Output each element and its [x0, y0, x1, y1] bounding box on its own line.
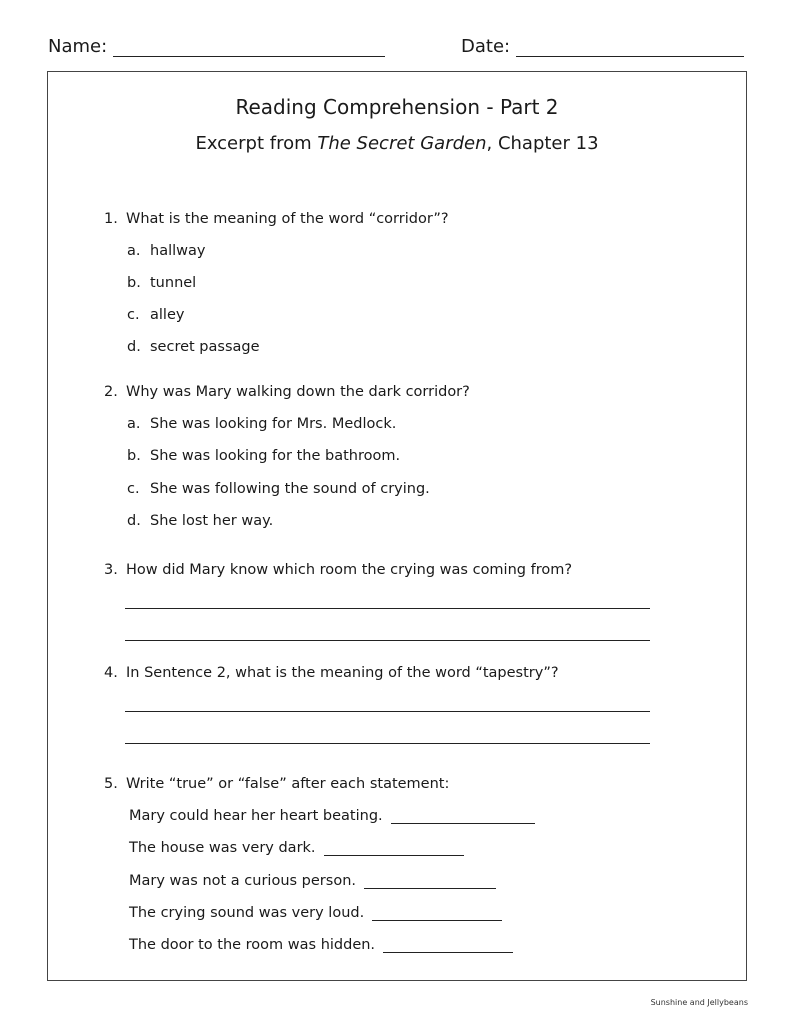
question-number: 3.: [104, 562, 118, 578]
option-text: tunnel: [150, 275, 197, 291]
question-text: What is the meaning of the word “corridor”?: [126, 211, 449, 227]
date-label: Date:: [461, 36, 511, 57]
question-number: 1.: [104, 211, 118, 227]
true-false-statement-4: [129, 905, 502, 921]
statement-text: The door to the room was hidden.: [129, 937, 376, 953]
worksheet-title: Reading Comprehension - Part 2: [235, 95, 559, 119]
option-2b[interactable]: [127, 448, 400, 464]
footer-credit: Sunshine and Jellybeans: [650, 998, 748, 1007]
option-letter: a.: [127, 243, 141, 259]
statement-text: Mary was not a curious person.: [129, 873, 356, 889]
subtitle-suffix: , Chapter 13: [486, 133, 599, 154]
name-label: Name:: [48, 36, 108, 57]
question-text: In Sentence 2, what is the meaning of the word “tapestry”?: [126, 665, 559, 681]
option-letter: c.: [127, 307, 140, 323]
option-2a[interactable]: [127, 416, 396, 432]
option-text: She was looking for the bathroom.: [150, 448, 401, 464]
option-text: She was following the sound of crying.: [150, 481, 430, 497]
option-text: alley: [150, 307, 185, 323]
question-text: Why was Mary walking down the dark corridor?: [126, 384, 470, 400]
name-blank-line[interactable]: [113, 38, 385, 57]
option-2d[interactable]: [127, 513, 273, 529]
question-4: [104, 665, 559, 681]
question-number: 2.: [104, 384, 118, 400]
statement-text: The house was very dark.: [129, 840, 316, 856]
true-false-statement-3: [129, 873, 496, 889]
option-2c[interactable]: [127, 481, 430, 497]
option-letter: b.: [127, 275, 141, 291]
name-field[interactable]: [48, 36, 385, 57]
true-false-statement-2: [129, 840, 464, 856]
true-false-blank[interactable]: [383, 938, 513, 953]
answer-line-3b[interactable]: [125, 640, 650, 641]
option-letter: d.: [127, 513, 141, 529]
question-5: [104, 776, 449, 792]
true-false-blank[interactable]: [372, 906, 502, 921]
answer-line-4a[interactable]: [125, 711, 650, 712]
option-letter: d.: [127, 339, 141, 355]
date-blank-line[interactable]: [516, 38, 744, 57]
true-false-blank[interactable]: [324, 841, 464, 856]
question-2: [104, 384, 470, 400]
question-1: [104, 211, 449, 227]
true-false-blank[interactable]: [391, 809, 535, 824]
question-number: 5.: [104, 776, 118, 792]
question-number: 4.: [104, 665, 118, 681]
worksheet-subtitle: [0, 133, 794, 154]
option-1c[interactable]: [127, 307, 184, 323]
true-false-blank[interactable]: [364, 874, 496, 889]
subtitle-prefix: Excerpt from: [195, 133, 318, 154]
statement-text: The crying sound was very loud.: [129, 905, 365, 921]
date-field[interactable]: [461, 36, 744, 57]
book-title: The Secret Garden: [317, 133, 487, 154]
option-text: hallway: [150, 243, 206, 259]
option-text: She was looking for Mrs. Medlock.: [150, 416, 397, 432]
option-1a[interactable]: [127, 243, 205, 259]
option-letter: c.: [127, 481, 140, 497]
question-text: Write “true” or “false” after each statement:: [126, 776, 450, 792]
option-letter: a.: [127, 416, 141, 432]
answer-line-3a[interactable]: [125, 608, 650, 609]
answer-line-4b[interactable]: [125, 743, 650, 744]
true-false-statement-1: [129, 808, 535, 824]
statement-text: Mary could hear her heart beating.: [129, 808, 383, 824]
option-letter: b.: [127, 448, 141, 464]
option-text: She lost her way.: [150, 513, 274, 529]
option-text: secret passage: [150, 339, 260, 355]
question-text: How did Mary know which room the crying was coming from?: [126, 562, 573, 578]
true-false-statement-5: [129, 937, 513, 953]
option-1b[interactable]: [127, 275, 196, 291]
question-3: [104, 562, 572, 578]
option-1d[interactable]: [127, 339, 260, 355]
